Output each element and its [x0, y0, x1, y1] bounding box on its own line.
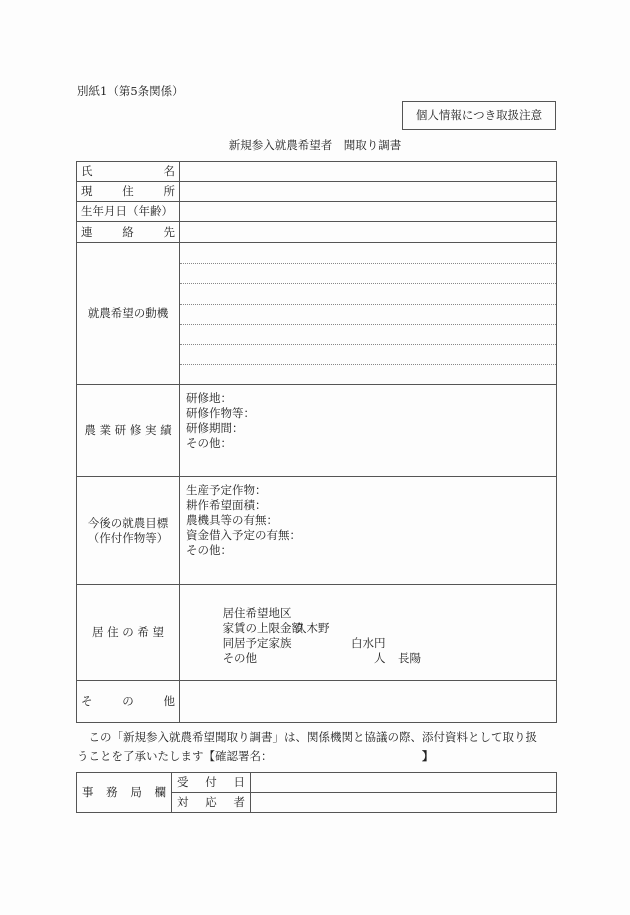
- other-label: [77, 681, 180, 723]
- label-char: 対: [177, 795, 189, 809]
- consent-statement: [77, 728, 557, 766]
- training-crops: 研修作物等：: [186, 406, 255, 420]
- row-other: [77, 681, 557, 723]
- label-char: 付: [205, 775, 217, 789]
- training-label: 農 業 研 修 実 績: [77, 385, 180, 477]
- row-residence: [77, 585, 557, 681]
- planned-crops: 生産予定作物：: [186, 483, 267, 497]
- confidential-notice-text: 個人情報につき取扱注意: [415, 108, 543, 122]
- dotted-line: [180, 364, 556, 365]
- goals-label: [77, 477, 180, 585]
- label-char: 他: [163, 694, 175, 708]
- area-option-choyo[interactable]: 長陽: [398, 651, 421, 665]
- label-char: 事: [82, 785, 94, 799]
- label-char: の: [122, 694, 134, 708]
- residence-other-label: その他: [222, 651, 258, 665]
- motivation-lines: [180, 243, 556, 384]
- label-char: そ: [81, 694, 93, 708]
- label-char: 者: [233, 795, 245, 809]
- name-field[interactable]: [180, 162, 557, 182]
- consent-line2-text: うことを了承いたします【確認署名：: [77, 749, 273, 763]
- training-location: 研修地：: [186, 391, 232, 405]
- row-name: [77, 162, 557, 182]
- family-unit: 人: [374, 651, 386, 665]
- label-char: 日: [233, 775, 245, 789]
- label-char: 務: [106, 785, 118, 799]
- form-reference: 別紙1（第5条関係）: [77, 84, 184, 98]
- consent-line2: [77, 747, 557, 766]
- label-char: 応: [205, 795, 217, 809]
- training-period: 研修期間：: [186, 421, 244, 435]
- machinery: 農機具等の有無：: [186, 513, 278, 527]
- address-label: [77, 182, 180, 202]
- goals-other: その他：: [186, 543, 232, 557]
- area-option-hakusui[interactable]: 白水: [351, 636, 374, 650]
- loan-plan: 資金借入予定の有無：: [186, 528, 301, 542]
- row-address: [77, 182, 557, 202]
- desired-area: 耕作希望面積：: [186, 498, 267, 512]
- birthdate-field[interactable]: [180, 202, 557, 222]
- label-char: 連: [81, 224, 93, 239]
- label-char: 絡: [122, 224, 134, 239]
- family-label: 同居予定家族: [222, 636, 292, 650]
- row-goals: [77, 477, 557, 585]
- motivation-field[interactable]: [180, 243, 557, 385]
- training-field[interactable]: [180, 385, 557, 477]
- residence-label: 居 住 の 希 望: [77, 585, 180, 681]
- label-char: 所: [163, 184, 175, 198]
- interview-form-table: [76, 161, 557, 723]
- dotted-line: [180, 324, 556, 325]
- goals-field[interactable]: [180, 477, 557, 585]
- office-use-table: [76, 772, 557, 813]
- label-char: 欄: [154, 785, 166, 799]
- signature-close-bracket: 】: [422, 749, 434, 763]
- dotted-line: [180, 283, 556, 284]
- training-other: その他：: [186, 436, 232, 450]
- rent-label: 家賃の上限金額: [222, 621, 304, 635]
- contact-field[interactable]: [180, 222, 557, 243]
- label-char: 氏: [81, 164, 93, 178]
- other-field[interactable]: [180, 681, 557, 723]
- label-char: 局: [130, 785, 142, 799]
- address-field[interactable]: [180, 182, 557, 202]
- row-contact: [77, 222, 557, 243]
- consent-line1: この「新規参入就農希望聞取り調書」は、関係機関と協議の際、添付資料として取り扱: [77, 730, 537, 744]
- contact-label: [77, 222, 180, 243]
- received-date-label: [172, 773, 251, 793]
- handler-label: [172, 793, 251, 813]
- office-row-received: [77, 773, 557, 793]
- label-char: 受: [177, 775, 189, 789]
- rent-unit: 円: [374, 636, 386, 650]
- row-motivation: [77, 243, 557, 385]
- row-birthdate: [77, 202, 557, 222]
- area-option-kugino[interactable]: 久木野: [295, 621, 330, 635]
- dotted-line: [180, 304, 556, 305]
- received-date-field[interactable]: [251, 773, 557, 793]
- label-char: 名: [163, 164, 175, 178]
- label-char: 現: [81, 184, 93, 198]
- name-label: [77, 162, 180, 182]
- document-title: 新規参入就農希望者 聞取り調書: [228, 138, 402, 152]
- goals-label-line1: 今後の就農目標: [87, 515, 169, 530]
- confidential-notice: [402, 101, 556, 130]
- residence-field[interactable]: [180, 585, 557, 681]
- label-char: 先: [163, 224, 175, 239]
- dotted-line: [180, 344, 556, 345]
- label-char: 住: [122, 184, 134, 198]
- residence-area-label: 居住希望地区: [222, 606, 292, 620]
- dotted-line: [180, 263, 556, 264]
- birthdate-label: 生年月日（年齢）: [77, 202, 180, 222]
- motivation-label: 就農希望の動機: [77, 243, 180, 385]
- office-label: [77, 773, 172, 813]
- handler-field[interactable]: [251, 793, 557, 813]
- goals-label-line2: （作付作物等）: [87, 530, 169, 545]
- row-training: [77, 385, 557, 477]
